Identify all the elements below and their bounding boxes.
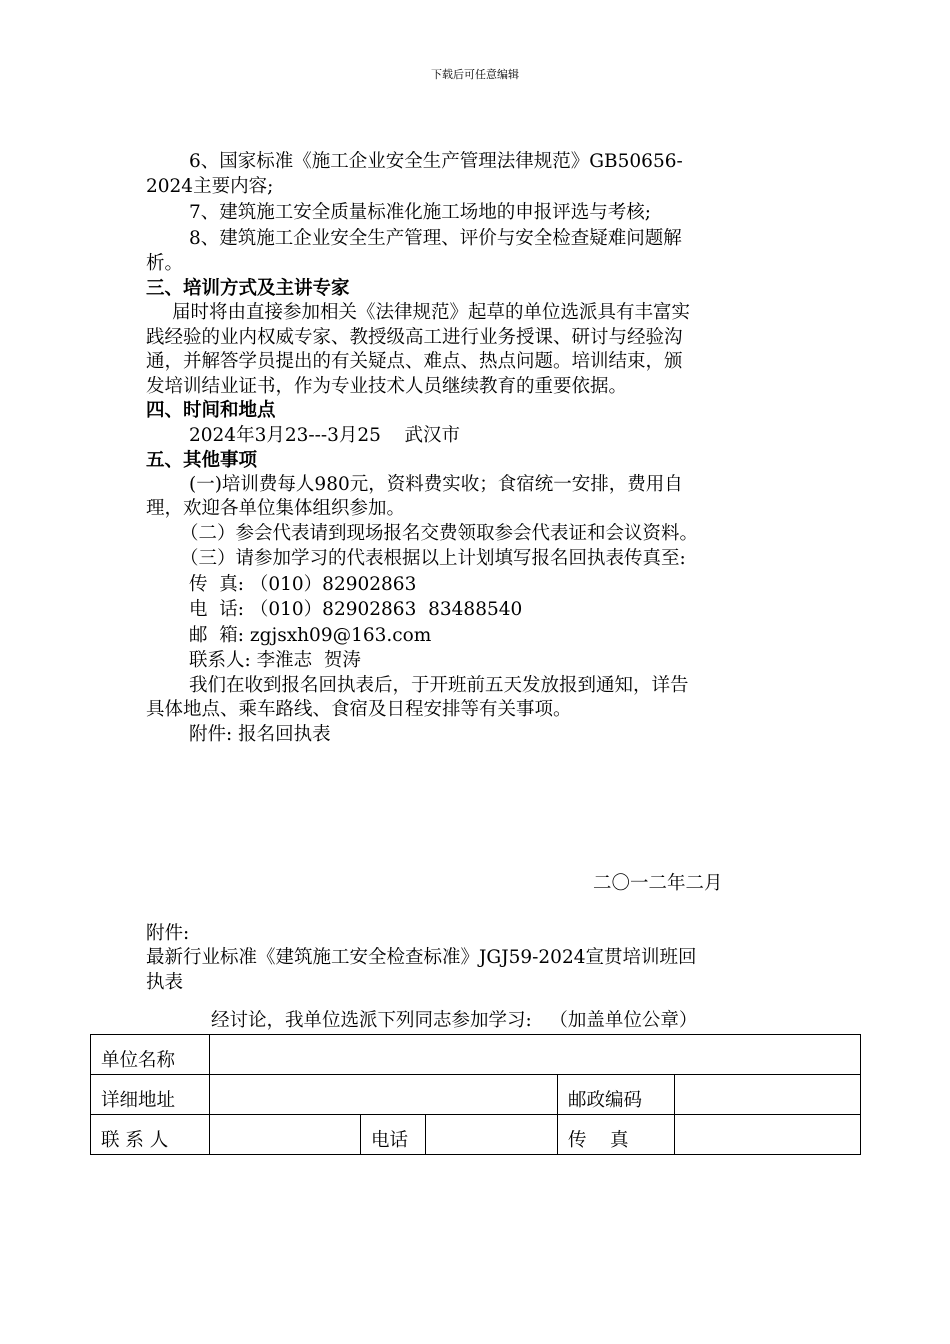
- section-3-heading: 三、培训方式及主讲专家: [146, 278, 350, 299]
- unit-name-field[interactable]: [210, 1035, 861, 1075]
- page-header: 下载后可任意编辑: [431, 68, 519, 81]
- other-1-line-1: (一)培训费每人980元，资料费实收；食宿统一安排，费用自: [189, 474, 683, 495]
- notice-line-1: 我们在收到报名回执表后，于开班前五天发放报到通知，详告: [189, 675, 689, 696]
- postcode-label: 邮政编码: [558, 1075, 675, 1115]
- attachment-title-line-1: 最新行业标准《建筑施工安全检查标准》JGJ59-2024宣贯培训班回: [146, 947, 697, 968]
- attachment-title-line-2: 执表: [146, 972, 184, 993]
- phone-label: 电话: [361, 1115, 426, 1155]
- item-6-line-2: 2024主要内容;: [146, 176, 274, 197]
- other-2: （二）参会代表请到现场报名交费领取参会代表证和会议资料。: [180, 523, 699, 544]
- item-6-line-1: 6、国家标准《施工企业安全生产管理法律规范》GB50656-: [189, 151, 683, 172]
- para-3-line-4: 发培训结业证书，作为专业技术人员继续教育的重要依据。: [146, 376, 628, 397]
- item-8-line-1: 8、建筑施工企业安全生产管理、评价与安全检查疑难问题解: [189, 228, 682, 249]
- postcode-field[interactable]: [675, 1075, 861, 1115]
- section-4-heading: 四、时间和地点: [146, 400, 276, 421]
- time-place: 2024年3月23---3月25 武汉市: [189, 425, 460, 446]
- contact-line: 联系人: 李淮志 贺涛: [189, 650, 361, 671]
- para-3-line-1: 届时将由直接参加相关《法律规范》起草的单位选派具有丰富实: [172, 302, 691, 323]
- table-row: [91, 1035, 861, 1075]
- attachment-label: 附件:: [146, 923, 190, 944]
- fax-field[interactable]: [675, 1115, 861, 1155]
- registration-form-table: [90, 1034, 861, 1155]
- table-row: [91, 1115, 861, 1155]
- phone-field[interactable]: [426, 1115, 558, 1155]
- section-5-heading: 五、其他事项: [146, 450, 258, 471]
- date-line: 二〇一二年二月: [593, 873, 723, 894]
- phone-line: 电 话: （010）82902863 83488540: [189, 599, 523, 620]
- para-3-line-2: 践经验的业内权威专家、教授级高工进行业务授课、研讨与经验沟: [146, 327, 683, 348]
- table-row: [91, 1075, 861, 1115]
- other-3: （三）请参加学习的代表根据以上计划填写报名回执表传真至:: [180, 548, 686, 569]
- item-7: 7、建筑施工安全质量标准化施工场地的申报评选与考核;: [189, 202, 652, 223]
- discussion-line: 经讨论，我单位选派下列同志参加学习: （加盖单位公章）: [211, 1010, 698, 1031]
- other-1-line-2: 理，欢迎各单位集体组织参加。: [146, 498, 406, 519]
- fax-label: 传 真: [558, 1115, 675, 1155]
- attachment-note: 附件: 报名回执表: [189, 724, 331, 745]
- address-field[interactable]: [210, 1075, 558, 1115]
- notice-line-2: 具体地点、乘车路线、食宿及日程安排等有关事项。: [146, 699, 572, 720]
- item-8-line-2: 析。: [146, 253, 184, 274]
- email-line: 邮 箱: zgjsxh09@163.com: [189, 625, 432, 646]
- address-label: 详细地址: [91, 1075, 210, 1115]
- contact-label: 联 系 人: [91, 1115, 210, 1155]
- unit-name-label: 单位名称: [91, 1035, 210, 1075]
- fax-line: 传 真: （010）82902863: [189, 574, 417, 595]
- contact-field[interactable]: [210, 1115, 361, 1155]
- para-3-line-3: 通，并解答学员提出的有关疑点、难点、热点问题。培训结束，颁: [146, 351, 683, 372]
